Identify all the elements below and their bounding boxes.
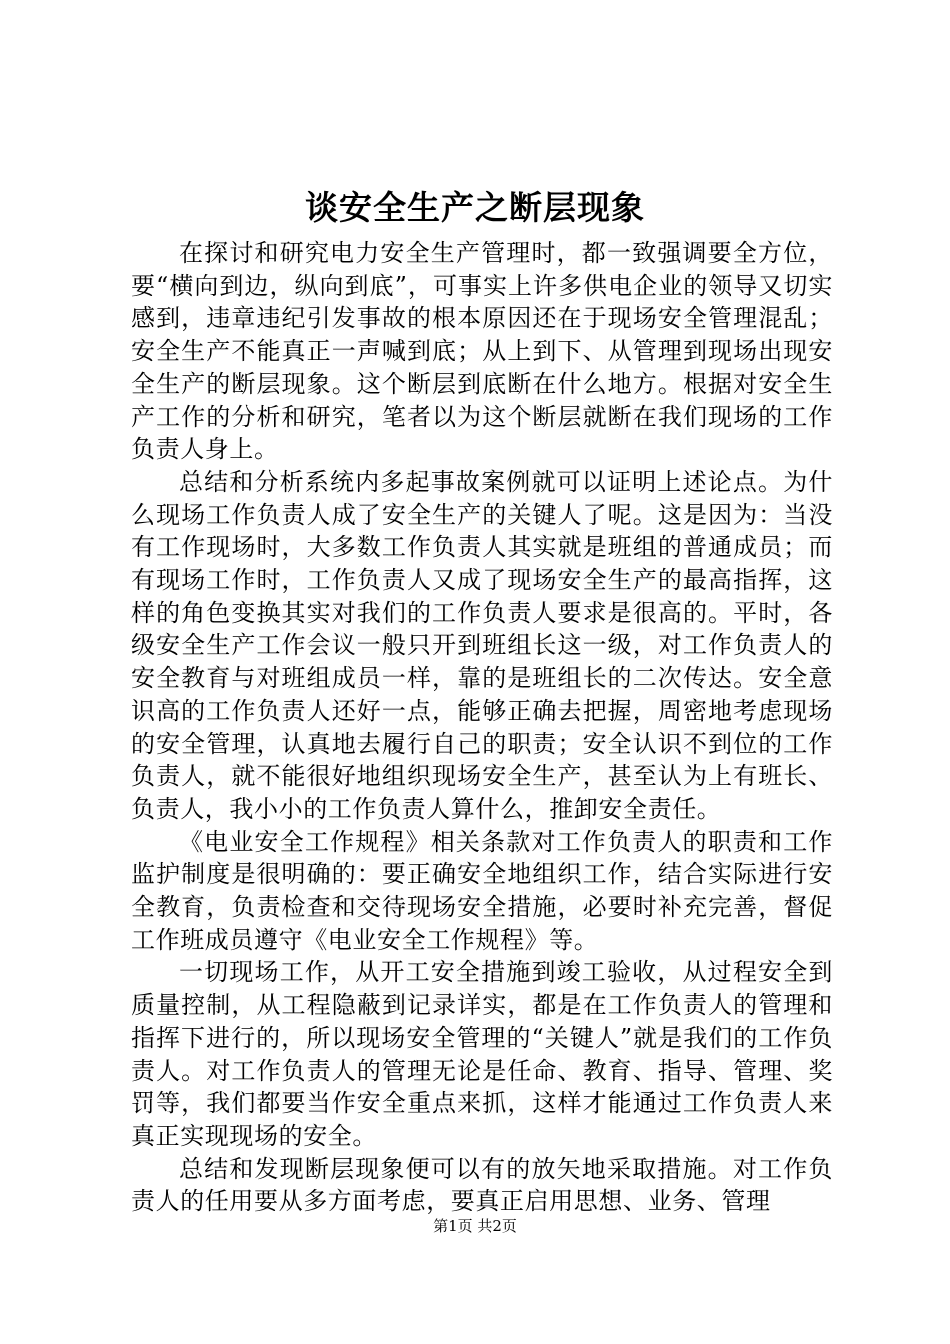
paragraph: 总结和发现断层现象便可以有的放矢地采取措施。对工作负责人的任用要从多方面考虑，要真正启用思想、业务、管理 [131, 1154, 833, 1216]
paragraph: 在探讨和研究电力安全生产管理时，都一致强调要全方位，要“横向到边，纵向到底”，可事实上许多供电企业的领导又切实感到，违章违纪引发事故的根本原因还在于现场安全管理混乱；安全生产不能真正一声喊到底；从上到下、从管理到现场出现安全生产的断层现象。这个断层到底断在什么地方。根据对安全生产工作的分析和研究，笔者以为这个断层就断在我们现场的工作负责人身上。 [131, 239, 833, 464]
paragraph: 《电业安全工作规程》相关条款对工作负责人的职责和工作监护制度是很明确的：要正确安全地组织工作，结合实际进行安全教育，负责检查和交待现场安全措施，必要时补充完善，督促工作班成员遵守《电业安全工作规程》等。 [131, 827, 833, 954]
document-body [131, 237, 833, 1218]
document-title: 谈安全生产之断层现象 [305, 188, 645, 227]
paragraph: 总结和分析系统内多起事故案例就可以证明上述论点。为什么现场工作负责人成了安全生产的关键人了呢。这是因为：当没有工作现场时，大多数工作负责人其实就是班组的普通成员；而有现场工作时，工作负责人又成了现场安全生产的最高指挥，这样的角色变换其实对我们的工作负责人要求是很高的。平时，各级安全生产工作会议一般只开到班组长这一级，对工作负责人的安全教育与对班组成员一样，靠的是班组长的二次传达。安全意识高的工作负责人还好一点，能够正确去把握，周密地考虑现场的安全管理，认真地去履行自己的职责；安全认识不到位的工作负责人，就不能很好地组织现场安全生产，甚至认为上有班长、负责人，我小小的工作负责人算什么，推卸安全责任。 [131, 467, 833, 823]
paragraph: 一切现场工作，从开工安全措施到竣工验收，从过程安全到质量控制，从工程隐蔽到记录详实，都是在工作负责人的管理和指挥下进行的，所以现场安全管理的“关键人”就是我们的工作负责人。对工作负责人的管理无论是任命、教育、指导、管理、奖罚等，我们都要当作安全重点来抓，这样才能通过工作负责人来真正实现现场的安全。 [131, 958, 833, 1150]
page-footer: 第1页 共2页 [433, 1217, 517, 1235]
